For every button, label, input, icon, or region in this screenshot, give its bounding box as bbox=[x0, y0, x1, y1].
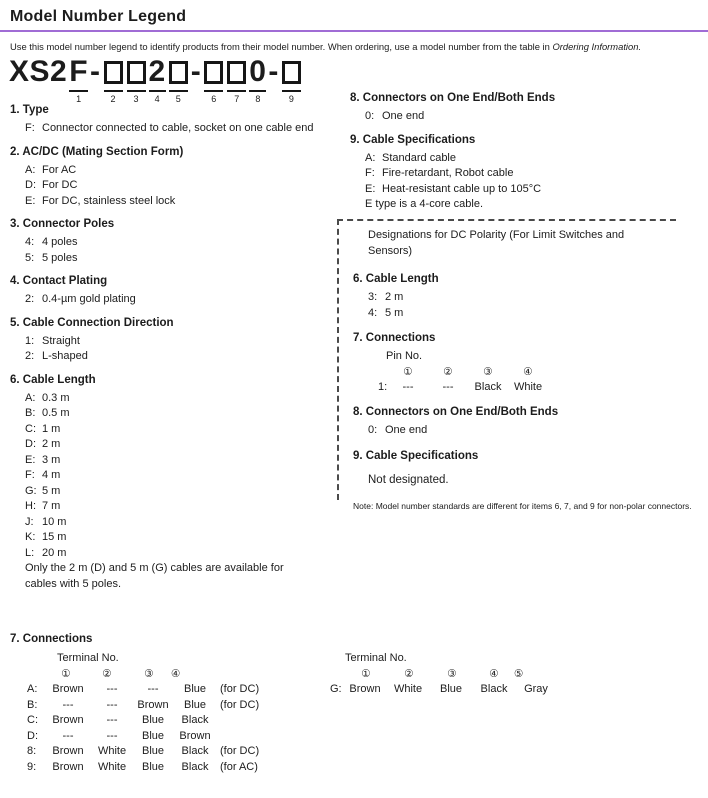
section-heading: 5. Cable Connection Direction bbox=[10, 316, 174, 329]
item-key: H: bbox=[25, 500, 36, 512]
legend-item bbox=[368, 423, 685, 439]
terminal-table-left bbox=[10, 650, 330, 775]
item-key: C: bbox=[25, 422, 36, 435]
item-text: 2 m bbox=[42, 438, 61, 450]
terminal-key: D: bbox=[27, 729, 38, 742]
item-text: Standard cable bbox=[382, 151, 456, 164]
terminal-cell: White bbox=[97, 760, 127, 773]
connections-tables bbox=[10, 650, 700, 775]
model-pos8-char: 0 bbox=[249, 55, 267, 88]
section-heading: 3. Connector Poles bbox=[10, 218, 115, 230]
terminal-row bbox=[27, 744, 330, 760]
pin-number-label: Pin No. bbox=[386, 350, 423, 362]
position-number: 1 bbox=[76, 94, 82, 104]
legend-items bbox=[25, 163, 344, 210]
terminal-suffix: (for AC) bbox=[220, 760, 258, 773]
terminal-cell: --- bbox=[402, 380, 414, 393]
page-title: Model Number Legend bbox=[10, 8, 187, 25]
intro-main: Use this model number legend to identify products from their model number. When ordering, use a model number from the table in bbox=[10, 41, 553, 52]
model-pos8-cell bbox=[249, 57, 266, 104]
model-pos7-cell bbox=[227, 57, 246, 104]
item-text: For DC, stainless steel lock bbox=[42, 194, 176, 207]
terminal-cell: Brown bbox=[349, 683, 381, 695]
model-dash-cell bbox=[90, 57, 101, 87]
section-heading: 8. Connectors on One End/Both Ends bbox=[350, 92, 556, 104]
legend-items bbox=[25, 235, 344, 266]
terminal-cell: Black bbox=[474, 380, 502, 393]
model-pos2-cell bbox=[104, 57, 123, 104]
legend-item bbox=[365, 166, 690, 182]
pin-number: ⑤ bbox=[514, 668, 524, 680]
legend-item bbox=[25, 391, 344, 407]
left-column bbox=[10, 104, 344, 601]
legend-items bbox=[25, 334, 344, 365]
item-key: 5: bbox=[25, 251, 35, 264]
item-key: E: bbox=[365, 182, 376, 195]
terminal-suffix: (for DC) bbox=[220, 683, 260, 695]
model-pos1-cell bbox=[69, 57, 88, 104]
item-key: 0: bbox=[368, 424, 378, 436]
terminal-key: 9: bbox=[27, 760, 37, 773]
position-tick bbox=[104, 90, 123, 92]
dc-section-cable-specs bbox=[353, 450, 685, 489]
legend-item bbox=[25, 546, 344, 562]
model-digit-box bbox=[104, 61, 123, 84]
legend-item bbox=[25, 334, 344, 350]
terminal-rows bbox=[330, 682, 700, 698]
model-digit-box bbox=[227, 61, 246, 84]
item-key: F: bbox=[365, 167, 375, 179]
item-key: F: bbox=[25, 122, 35, 134]
terminal-cell: Blue bbox=[183, 683, 207, 695]
legend-item bbox=[25, 437, 344, 453]
item-key: 0: bbox=[365, 110, 375, 122]
item-text: For AC bbox=[42, 163, 77, 176]
pin-number: ③ bbox=[447, 668, 457, 680]
terminal-table-header: Terminal No. bbox=[345, 652, 407, 664]
terminal-cell: Black bbox=[181, 745, 209, 757]
item-key: 4: bbox=[25, 236, 35, 248]
section-heading: 9. Cable Specifications bbox=[350, 133, 476, 146]
item-key: L: bbox=[25, 546, 35, 559]
intro-text bbox=[10, 41, 641, 53]
terminal-key: 8: bbox=[27, 745, 37, 757]
legend-item bbox=[368, 306, 685, 322]
footnote bbox=[353, 500, 708, 512]
item-text: 3 m bbox=[42, 453, 61, 466]
model-digit-box bbox=[169, 61, 188, 84]
section-heading: 9. Cable Specifications bbox=[353, 449, 479, 462]
terminal-cell: --- bbox=[147, 683, 159, 695]
section-note: Only the 2 m (D) and 5 m (G) cables are available for cables with 5 poles. bbox=[25, 562, 284, 590]
pin-number: ① bbox=[403, 365, 413, 378]
terminal-cell: White bbox=[97, 745, 127, 757]
model-digit-box bbox=[127, 61, 146, 84]
terminal-cell: --- bbox=[106, 698, 118, 711]
section-connector-poles bbox=[10, 218, 344, 266]
terminal-cell: --- bbox=[106, 729, 118, 742]
position-tick bbox=[227, 90, 246, 92]
terminal-cell: --- bbox=[62, 729, 74, 742]
section-heading: 6. Cable Length bbox=[353, 273, 439, 285]
dashed-divider-left bbox=[337, 219, 339, 500]
terminal-suffix: (for DC) bbox=[220, 745, 260, 757]
legend-item bbox=[25, 178, 344, 194]
dc-polarity-section bbox=[353, 228, 692, 512]
dc-section-connections bbox=[353, 332, 685, 395]
position-number: 7 bbox=[234, 94, 240, 104]
position-number: 4 bbox=[154, 94, 160, 104]
model-dash-cell bbox=[268, 57, 279, 87]
position-number: 3 bbox=[133, 94, 139, 104]
position-tick bbox=[169, 90, 188, 92]
dashed-divider-top bbox=[337, 219, 676, 221]
item-text: 0.3 m bbox=[42, 391, 70, 404]
position-tick bbox=[127, 90, 146, 92]
position-number: 8 bbox=[255, 94, 261, 104]
pin-numbers-row bbox=[330, 667, 700, 682]
terminal-cell: Brown bbox=[179, 729, 211, 742]
section-cable-length bbox=[10, 374, 344, 593]
pin-rows bbox=[353, 380, 685, 396]
item-key: F: bbox=[25, 469, 35, 481]
legend-items bbox=[25, 391, 344, 562]
section-heading: 7. Connections bbox=[10, 633, 93, 645]
legend-item bbox=[25, 194, 344, 210]
position-tick bbox=[204, 90, 223, 92]
terminal-cell: Black bbox=[181, 714, 209, 726]
position-number: 6 bbox=[211, 94, 217, 104]
terminal-cell: Blue bbox=[141, 760, 165, 773]
terminal-cell: Blue bbox=[439, 683, 463, 695]
item-key: E: bbox=[25, 194, 36, 207]
item-text: Straight bbox=[42, 334, 80, 347]
terminal-table-right bbox=[330, 650, 700, 698]
item-text: 10 m bbox=[42, 515, 67, 528]
item-text: Heat-resistant cable up to 105°C bbox=[382, 182, 542, 195]
terminal-cell: --- bbox=[106, 714, 118, 726]
section-heading: 2. AC/DC (Mating Section Form) bbox=[10, 145, 184, 158]
section-heading: 7. Connections bbox=[353, 332, 436, 344]
position-number: 5 bbox=[175, 94, 181, 104]
right-column bbox=[350, 92, 690, 222]
pin-number: ③ bbox=[144, 668, 154, 680]
terminal-cell: White bbox=[513, 380, 543, 393]
model-pos4-cell bbox=[149, 57, 166, 104]
legend-item bbox=[25, 121, 344, 137]
terminal-table-header: Terminal No. bbox=[57, 652, 119, 664]
model-number bbox=[8, 57, 303, 104]
terminal-row bbox=[378, 380, 685, 396]
pin-number: ③ bbox=[483, 365, 493, 378]
legend-item bbox=[25, 406, 344, 422]
item-text: 5 m bbox=[385, 306, 404, 319]
item-key: 2: bbox=[25, 293, 35, 305]
item-key: 1: bbox=[25, 334, 35, 347]
pin-numbers-row bbox=[10, 667, 330, 682]
legend-items bbox=[368, 290, 685, 321]
legend-item bbox=[25, 453, 344, 469]
terminal-key: A: bbox=[27, 683, 38, 695]
terminal-cell: Brown bbox=[52, 714, 84, 726]
item-text: Fire-retardant, Robot cable bbox=[382, 167, 514, 179]
model-pos6-cell bbox=[204, 57, 223, 104]
item-text: 5 poles bbox=[42, 251, 78, 264]
pin-number: ② bbox=[102, 668, 112, 680]
model-digit-box bbox=[282, 61, 301, 84]
model-dash-cell bbox=[191, 57, 202, 87]
intro-reference: Ordering Information. bbox=[552, 41, 642, 52]
item-text: 0.5 m bbox=[42, 407, 70, 419]
section-acdc bbox=[10, 146, 344, 210]
section-contact-plating bbox=[10, 275, 344, 308]
item-text: 4 m bbox=[42, 469, 61, 481]
legend-item bbox=[25, 530, 344, 546]
terminal-key: B: bbox=[27, 698, 38, 711]
model-dash: - bbox=[190, 55, 202, 88]
title-rule bbox=[0, 30, 708, 32]
model-pos9-cell bbox=[282, 57, 301, 104]
section-note: E type is a 4-core cable. bbox=[365, 198, 484, 210]
section-type bbox=[10, 104, 344, 137]
legend-item bbox=[365, 109, 690, 125]
section-cable-specs bbox=[350, 134, 690, 213]
terminal-cell: Blue bbox=[141, 714, 165, 726]
pin-numbers-row bbox=[353, 365, 685, 380]
terminal-row bbox=[330, 682, 700, 698]
legend-items bbox=[365, 151, 690, 198]
dc-section-cable-length bbox=[353, 273, 685, 321]
item-key: D: bbox=[25, 179, 36, 191]
pin-number: ① bbox=[61, 668, 71, 680]
terminal-cell: Black bbox=[181, 760, 209, 773]
footnote-label: Note: bbox=[353, 501, 374, 511]
item-key: 3: bbox=[368, 291, 378, 303]
terminal-cell: Brown bbox=[52, 760, 84, 773]
terminal-cell: --- bbox=[106, 683, 118, 695]
item-text: 5 m bbox=[42, 484, 61, 497]
legend-item bbox=[368, 290, 685, 306]
legend-items bbox=[365, 109, 690, 125]
legend-item bbox=[25, 422, 344, 438]
item-text: 4 poles bbox=[42, 236, 78, 248]
position-tick bbox=[69, 90, 88, 92]
model-pos4-char: 2 bbox=[148, 55, 166, 88]
item-text: 1 m bbox=[42, 422, 61, 435]
terminal-key: G: bbox=[330, 683, 342, 695]
model-pos5-cell bbox=[169, 57, 188, 104]
terminal-cell: Brown bbox=[52, 745, 84, 757]
section-text: Not designated. bbox=[368, 474, 449, 486]
legend-item bbox=[365, 151, 690, 167]
item-key: B: bbox=[25, 407, 36, 419]
model-pos3-cell bbox=[127, 57, 146, 104]
terminal-row bbox=[27, 682, 330, 698]
item-text: For DC bbox=[42, 179, 78, 191]
section-heading: 1. Type bbox=[10, 104, 49, 116]
item-text: 2 m bbox=[385, 291, 404, 303]
section-heading: 6. Cable Length bbox=[10, 373, 96, 386]
item-key: A: bbox=[25, 391, 36, 404]
item-text: 20 m bbox=[42, 546, 67, 559]
terminal-row bbox=[27, 729, 330, 745]
legend-item bbox=[25, 235, 344, 251]
legend-item bbox=[25, 292, 344, 308]
terminal-row bbox=[27, 760, 330, 776]
item-key: 2: bbox=[25, 350, 35, 362]
legend-items bbox=[368, 423, 685, 439]
legend-item bbox=[25, 484, 344, 500]
terminal-cell: --- bbox=[442, 380, 454, 393]
dc-polarity-intro: Designations for DC Polarity (For Limit Switches and Sensors) bbox=[368, 229, 625, 257]
legend-items bbox=[25, 292, 344, 308]
footnote-text: Model number standards are different for items 6, 7, and 9 for non-polar connectors. bbox=[375, 501, 692, 511]
item-key: A: bbox=[365, 151, 376, 164]
pin-number: ② bbox=[443, 365, 453, 378]
position-tick bbox=[282, 90, 301, 92]
terminal-suffix: (for DC) bbox=[220, 698, 260, 711]
model-dash: - bbox=[90, 55, 101, 88]
terminal-cell: Black bbox=[480, 683, 508, 695]
terminal-row bbox=[27, 713, 330, 729]
terminal-key: C: bbox=[27, 714, 38, 726]
model-digit-box bbox=[204, 61, 223, 84]
terminal-cell: White bbox=[393, 683, 423, 695]
legend-item bbox=[365, 182, 690, 198]
section-cable-direction bbox=[10, 317, 344, 365]
item-text: One end bbox=[382, 110, 425, 122]
terminal-cell: Blue bbox=[141, 745, 165, 757]
pin-number: ④ bbox=[171, 668, 181, 680]
item-text: Connector connected to cable, socket on one cable end bbox=[42, 122, 314, 134]
model-dash: - bbox=[268, 55, 279, 88]
item-text: 15 m bbox=[42, 531, 67, 543]
position-tick bbox=[249, 90, 266, 92]
terminal-cell: Brown bbox=[137, 698, 169, 711]
section-heading: 8. Connectors on One End/Both Ends bbox=[353, 406, 559, 418]
item-key: G: bbox=[25, 484, 37, 497]
connections-section bbox=[10, 633, 700, 775]
dc-section-connectors-ends bbox=[353, 406, 685, 439]
pin-number: ④ bbox=[489, 668, 499, 680]
item-key: 4: bbox=[368, 306, 378, 319]
item-text: L-shaped bbox=[42, 350, 88, 362]
position-tick bbox=[149, 90, 166, 92]
pin-number: ② bbox=[404, 668, 414, 680]
legend-item bbox=[25, 499, 344, 515]
section-heading: 4. Contact Plating bbox=[10, 275, 108, 287]
item-text: 7 m bbox=[42, 500, 61, 512]
terminal-cell: Gray bbox=[524, 683, 548, 695]
item-text: One end bbox=[385, 424, 428, 436]
legend-items bbox=[25, 121, 344, 137]
pin-number: ① bbox=[361, 668, 371, 680]
item-key: D: bbox=[25, 438, 36, 450]
model-prefix: XS2 bbox=[9, 55, 68, 88]
model-prefix-cell bbox=[9, 57, 67, 87]
legend-item bbox=[25, 468, 344, 484]
item-key: E: bbox=[25, 453, 36, 466]
terminal-cell: --- bbox=[62, 698, 74, 711]
terminal-key: 1: bbox=[378, 380, 388, 393]
terminal-rows bbox=[10, 682, 330, 775]
position-number: 9 bbox=[288, 94, 294, 104]
legend-item bbox=[25, 349, 344, 365]
terminal-cell: Blue bbox=[141, 729, 165, 742]
item-key: K: bbox=[25, 531, 36, 543]
legend-item bbox=[25, 163, 344, 179]
item-key: A: bbox=[25, 163, 36, 176]
model-pos1-char: F bbox=[69, 55, 89, 88]
section-connectors-ends bbox=[350, 92, 690, 125]
pin-number: ④ bbox=[523, 365, 533, 378]
item-text: 0.4-µm gold plating bbox=[42, 293, 136, 305]
legend-item bbox=[25, 515, 344, 531]
terminal-cell: Blue bbox=[183, 698, 207, 711]
terminal-row bbox=[27, 698, 330, 714]
terminal-cell: Brown bbox=[52, 683, 84, 695]
position-number: 2 bbox=[110, 94, 116, 104]
item-key: J: bbox=[25, 515, 34, 528]
legend-item bbox=[25, 251, 344, 267]
